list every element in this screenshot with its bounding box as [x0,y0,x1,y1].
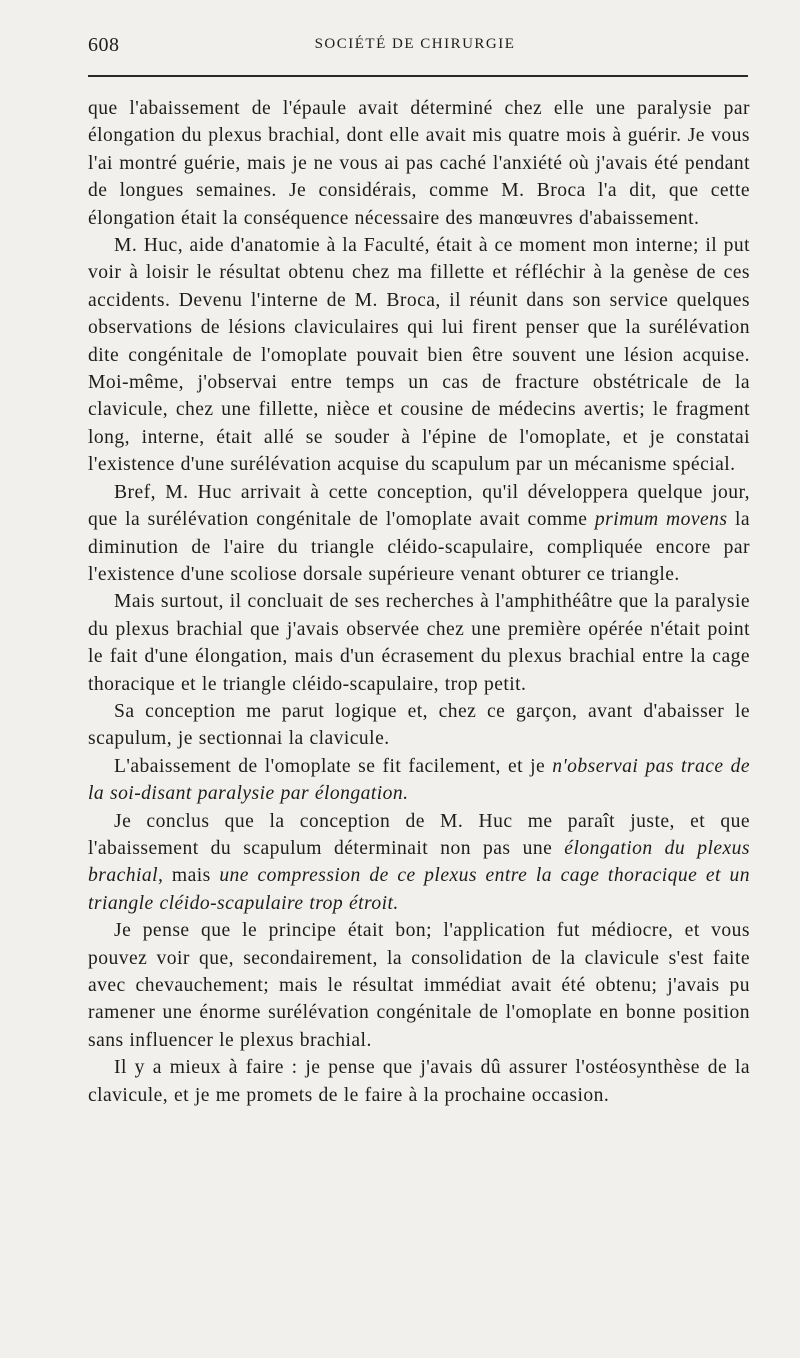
body-text [88,95,750,1109]
paragraph-text: Mais surtout, il concluait de ses recherches à l'amphithéâtre que la paralysie du plexus brachial que j'avais observée chez une première opérée n'était point le fait d'une élongation, mais d'un écrasement du plexus brachial entre la cage thoracique et le triangle cléido-scapulaire, trop petit. [88,591,750,695]
paragraph-text: M. Huc, aide d'anatomie à la Faculté, était à ce moment mon interne; il put voir à loisir le résultat obtenu chez ma fillette et réfléchir à la genèse de ces accidents. Devenu l'interne de M. Broca, il réunit dans son service quelques observations de lésions claviculaires qui lui firent penser que la surélévation dite congénitale de l'omoplate pouvait bien être souvent une lésion acquise. Moi-même, j'observai entre temps un cas de fracture obstétricale de la clavicule, chez une fillette, nièce et cousine de médecins avertis; le fragment long, interne, était allé se souder à l'épine de l'omoplate, et je constatai l'existence d'une surélévation acquise du scapulum par un mécanisme spécial. [88,235,750,476]
paragraph [88,917,750,1054]
paragraph-text: Sa conception me parut logique et, chez ce garçon, avant d'abaisser le scapulum, je sectionnai la clavicule. [88,700,750,750]
paragraph [88,479,750,589]
paragraph-text: Je pense que le principe était bon; l'application fut médiocre, et vous pouvez voir que, secondairement, la consolidation de la clavicule s'est faite avec chevauchement; mais le résultat immédiat avait été obtenu; j'avais pu ramener une énorme surélévation congénitale de l'omoplate en bonne position sans influencer le plexus brachial. [88,920,750,1051]
paragraph-text: L'abaissement de l'omoplate se fit facilement, et je [114,755,553,777]
paragraph [88,808,750,918]
italic-text: une compression de ce plexus entre la cage thoracique et un triangle cléido-scapulaire trop étroit. [88,865,750,914]
running-head: SOCIÉTÉ DE CHIRURGIE [314,36,516,52]
paragraph [88,1054,750,1109]
paragraph-text: Il y a mieux à faire : je pense que j'avais dû assurer l'ostéosynthèse de la clavicule, et je me promets de le faire à la prochaine occasion. [88,1057,750,1106]
italic-text: n'observai pas trace de la soi-disant paralysie par élongation. [88,755,750,805]
paragraph-text: la diminution de l'aire du triangle cléido-scapulaire, compliquée encore par l'existence d'une scoliose dorsale supérieure venant obturer ce triangle. [88,509,750,585]
header-rule [88,75,748,77]
paragraph [88,95,750,232]
paragraph [88,698,750,753]
italic-text: primum movens [594,509,728,531]
italic-text: élongation du plexus brachial, [88,837,750,887]
paragraph-text: Je conclus que la conception de M. Huc me paraît juste, et que l'abaissement du scapulum déterminait non pas une [88,810,750,859]
paragraph-text: que l'abaissement de l'épaule avait déterminé chez elle une paralysie par élongation du plexus brachial, dont elle avait mis quatre mois à guérir. Je vous l'ai montré guérie, mais je ne vous ai pas caché l'anxiété où j'avais été pendant de longues semaines. Je considérais, comme M. Broca l'a dit, que cette élongation était la conséquence nécessaire des manœuvres d'abaissement. [88,98,750,229]
paragraph [88,753,750,808]
paragraph-text: Bref, M. Huc arrivait à cette conception, qu'il développera quelque jour, que la surélévation congénitale de l'omoplate avait comme [88,481,750,531]
paragraph [88,232,750,479]
page-number: 608 [88,34,120,56]
paragraph-text: mais [163,865,220,887]
paragraph [88,588,750,698]
